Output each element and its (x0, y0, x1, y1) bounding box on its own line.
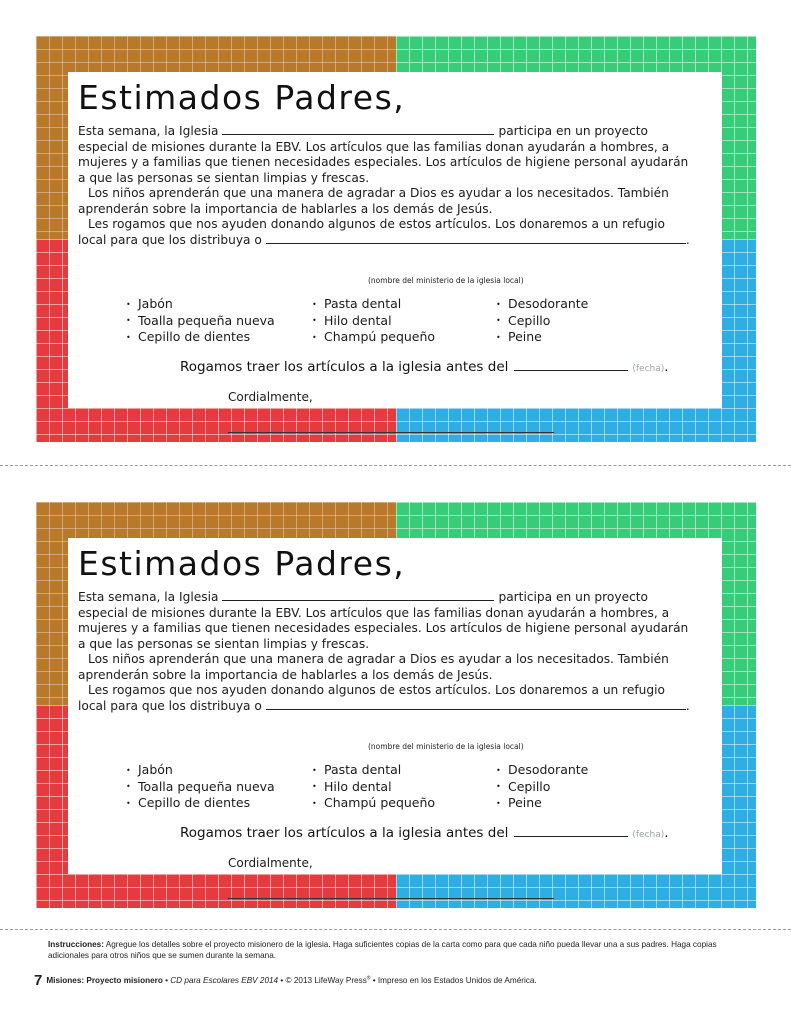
list-item: • Pasta dental (312, 762, 435, 779)
letter-line-5: Los niños aprenderán que una manera de agradar a Dios es ayudar a los necesitados. También (88, 652, 669, 666)
items-column-3 (496, 296, 588, 346)
signature-line[interactable] (228, 898, 554, 899)
letter-line-8: local para que los distribuya o . (78, 698, 690, 713)
letter-line-5: Los niños aprenderán que una manera de agradar a Dios es ayudar a los necesitados. También (88, 186, 669, 200)
list-item: • Peine (496, 329, 588, 346)
items-column-3 (496, 762, 588, 812)
letter-body (78, 124, 718, 248)
signature-line[interactable] (228, 432, 554, 433)
date-hint: (fecha) (632, 364, 665, 374)
letter-line-7: Les rogamos que nos ayuden donando algunos de estos artículos. Los donaremos a un refugio (88, 683, 665, 697)
list-item: • Cepillo (496, 779, 588, 796)
cut-line (0, 465, 791, 466)
instructions-text: Agregue los detalles sobre el proyecto misionero de la iglesia. Haga suficientes copias de la carta como para que cada niño pueda llevar una a sus padres. Haga copias adicionales para otros niños que se sumen durante la semana. (48, 940, 717, 960)
letter-panel (68, 72, 722, 408)
list-item: • Toalla pequeña nueva (126, 313, 275, 330)
cut-line (0, 929, 791, 930)
letter-line-6: aprenderán sobre la importancia de hablarles a los demás de Jesús. (78, 201, 493, 216)
list-item: • Cepillo de dientes (126, 795, 275, 812)
letter-line-4: a que las personas se sientan limpias y frescas. (78, 170, 370, 185)
letter-line-7: Les rogamos que nos ayuden donando algunos de estos artículos. Los donaremos a un refugio (88, 217, 665, 231)
letter-card-1 (36, 36, 756, 442)
letter-title: Estimados Padres, (78, 78, 406, 117)
letter-line-2: especial de misiones durante la EBV. Los artículos que las familias donan ayudarán a hombres, a (78, 139, 670, 154)
page-number: 7 (34, 972, 43, 989)
request-line: Rogamos traer los artículos a la iglesia antes del (fecha). (180, 359, 669, 375)
list-item: • Hilo dental (312, 779, 435, 796)
items-column-2 (312, 296, 435, 346)
list-item: • Jabón (126, 762, 275, 779)
church-name-blank[interactable] (222, 590, 494, 601)
footer-copyright: • © 2013 LifeWay Press (278, 976, 367, 985)
list-item: • Cepillo de dientes (126, 329, 275, 346)
list-item: • Cepillo (496, 313, 588, 330)
letter-line-1: Esta semana, la Iglesia participa en un proyecto (78, 590, 648, 604)
letter-line-6: aprenderán sobre la importancia de hablarles a los demás de Jesús. (78, 667, 493, 682)
closing-text: Cordialmente, (228, 856, 313, 870)
letter-line-2: especial de misiones durante la EBV. Los artículos que las familias donan ayudarán a hombres, a (78, 605, 670, 620)
page-footer: 7 Misiones: Proyecto misionero • CD para Escolares EBV 2014 • © 2013 LifeWay Press® • Impreso en los Estados Unidos de América. (34, 972, 537, 989)
letter-line-1: Esta semana, la Iglesia participa en un proyecto (78, 124, 648, 138)
date-blank[interactable] (514, 359, 628, 371)
letter-card-2 (36, 502, 756, 908)
ministry-name-blank[interactable] (266, 233, 686, 244)
items-column-2 (312, 762, 435, 812)
list-item: • Desodorante (496, 762, 588, 779)
list-item: • Pasta dental (312, 296, 435, 313)
footer-product: CD para Escolares EBV 2014 (170, 976, 279, 985)
list-item: • Champú pequeño (312, 795, 435, 812)
list-item: • Desodorante (496, 296, 588, 313)
letter-line-3: mujeres y a familias que tienen necesidades especiales. Los artículos de higiene personal ayudarán (78, 155, 689, 169)
list-item: • Hilo dental (312, 313, 435, 330)
list-item: • Peine (496, 795, 588, 812)
date-blank[interactable] (514, 825, 628, 837)
instructions-label: Instrucciones: (48, 940, 104, 949)
letter-title: Estimados Padres, (78, 544, 406, 583)
footer-section: Misiones: Proyecto misionero (46, 976, 163, 985)
letter-panel (68, 538, 722, 874)
request-line: Rogamos traer los artículos a la iglesia antes del (fecha). (180, 825, 669, 841)
ministry-caption: (nombre del ministerio de la iglesia local) (368, 276, 524, 285)
list-item: • Toalla pequeña nueva (126, 779, 275, 796)
letter-line-8: local para que los distribuya o . (78, 232, 690, 247)
letter-line-3: mujeres y a familias que tienen necesidades especiales. Los artículos de higiene personal ayudarán (78, 621, 689, 635)
items-column-1 (126, 762, 275, 812)
items-column-1 (126, 296, 275, 346)
letter-line-4: a que las personas se sientan limpias y frescas. (78, 636, 370, 651)
footer-printed: • Impreso en los Estados Unidos de América. (370, 976, 537, 985)
ministry-caption: (nombre del ministerio de la iglesia local) (368, 742, 524, 751)
list-item: • Champú pequeño (312, 329, 435, 346)
date-hint: (fecha) (632, 830, 665, 840)
church-name-blank[interactable] (222, 124, 494, 135)
closing-text: Cordialmente, (228, 390, 313, 404)
instructions (48, 939, 758, 961)
letter-body (78, 590, 718, 714)
list-item: • Jabón (126, 296, 275, 313)
ministry-name-blank[interactable] (266, 699, 686, 710)
